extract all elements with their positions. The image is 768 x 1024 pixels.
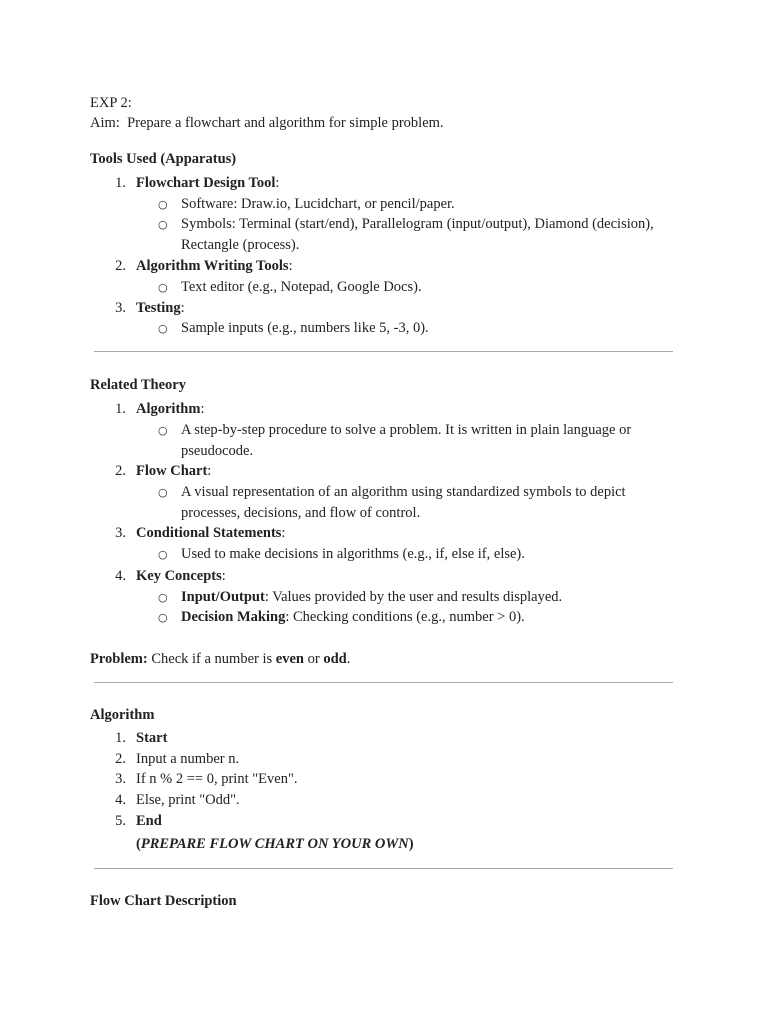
problem-even: even [275, 651, 304, 667]
bullet-icon: ○ [158, 486, 168, 499]
problem-text: . [346, 651, 351, 667]
theory-item-3 [136, 525, 285, 542]
algorithm-heading: Algorithm [90, 707, 155, 723]
theory-item-3-number: 3. [115, 525, 126, 541]
colon: : [180, 300, 185, 316]
bullet-icon: ○ [158, 611, 168, 624]
theory-item-3-title: Conditional Statements [136, 525, 282, 541]
theory-item-4-sub-1 [181, 589, 562, 606]
theory-item-1-sub-1-cont: pseudocode. [181, 443, 254, 459]
colon: : [281, 525, 286, 541]
theory-item-3-sub-1: Used to make decisions in algorithms (e.g., if, else if, else). [181, 546, 525, 562]
algorithm-step-1: Start [136, 730, 168, 746]
theory-item-1-number: 1. [115, 401, 126, 417]
tools-item-3-title: Testing [136, 300, 181, 316]
tools-item-1-title: Flowchart Design Tool [136, 175, 276, 191]
bullet-icon: ○ [158, 424, 168, 437]
algorithm-step-5-number: 5. [115, 813, 126, 829]
tools-item-1-number: 1. [115, 175, 126, 191]
algorithm-step-2: Input a number n. [136, 751, 240, 767]
tools-item-3 [136, 300, 185, 317]
algorithm-step-1-number: 1. [115, 730, 126, 746]
problem-statement [90, 651, 350, 668]
theory-heading: Related Theory [90, 377, 186, 393]
theory-item-2-title: Flow Chart [136, 463, 208, 479]
theory-item-4-title: Key Concepts [136, 568, 222, 584]
colon: : [288, 258, 293, 274]
algorithm-step-4: Else, print "Odd". [136, 792, 240, 808]
aim-line [90, 115, 444, 132]
theory-item-4-sub-2 [181, 609, 525, 626]
theory-item-2-sub-1: A visual representation of an algorithm using standardized symbols to depict [181, 484, 626, 500]
bullet-icon: ○ [158, 548, 168, 561]
aim-label: Aim: [90, 115, 120, 131]
tools-item-2 [136, 258, 293, 275]
tools-item-3-sub-1: Sample inputs (e.g., numbers like 5, -3, 0). [181, 320, 429, 336]
paren: ) [408, 836, 414, 852]
decision-making-text: : Checking conditions (e.g., number > 0). [285, 609, 525, 625]
theory-item-4 [136, 568, 226, 585]
theory-item-1-title: Algorithm [136, 401, 201, 417]
tools-item-2-title: Algorithm Writing Tools [136, 258, 289, 274]
colon: : [275, 175, 280, 191]
theory-item-4-number: 4. [115, 568, 126, 584]
algorithm-step-3-number: 3. [115, 771, 126, 787]
algorithm-step-2-number: 2. [115, 751, 126, 767]
theory-item-1 [136, 401, 204, 418]
colon: : [221, 568, 226, 584]
divider [94, 682, 673, 683]
tools-item-2-sub-1: Text editor (e.g., Notepad, Google Docs). [181, 279, 422, 295]
bullet-icon: ○ [158, 281, 168, 294]
exp-text: EXP 2: [90, 95, 132, 111]
algorithm-step-5: End [136, 813, 162, 829]
problem-text: Check if a number is [147, 651, 276, 667]
flowchart-heading: Flow Chart Description [90, 893, 237, 909]
divider [94, 351, 673, 352]
tools-item-1-sub-1: Software: Draw.io, Lucidchart, or pencil/paper. [181, 196, 455, 212]
colon: : [200, 401, 205, 417]
bullet-icon: ○ [158, 322, 168, 335]
bullet-icon: ○ [158, 218, 168, 231]
tools-item-1 [136, 175, 279, 192]
flowchart-note [136, 836, 414, 853]
aim-text: Prepare a flowchart and algorithm for simple problem. [127, 115, 444, 131]
problem-label: Problem: [90, 651, 148, 667]
tools-item-1-sub-2: Symbols: Terminal (start/end), Parallelogram (input/output), Diamond (decision), [181, 216, 654, 232]
paren: ( [136, 836, 141, 852]
algorithm-step-4-number: 4. [115, 792, 126, 808]
tools-item-3-number: 3. [115, 300, 126, 316]
tools-item-1-sub-2-cont: Rectangle (process). [181, 237, 300, 253]
input-output-term: Input/Output [181, 589, 265, 605]
algorithm-step-3: If n % 2 == 0, print "Even". [136, 771, 298, 787]
exp-label [90, 95, 132, 112]
problem-odd: odd [323, 651, 347, 667]
bullet-icon: ○ [158, 591, 168, 604]
theory-item-2-sub-1-cont: processes, decisions, and flow of control. [181, 505, 421, 521]
theory-item-2 [136, 463, 211, 480]
decision-making-term: Decision Making [181, 609, 286, 625]
theory-item-1-sub-1: A step-by-step procedure to solve a problem. It is written in plain language or [181, 422, 632, 438]
colon: : [207, 463, 212, 479]
divider [94, 868, 673, 869]
input-output-text: : Values provided by the user and results displayed. [264, 589, 563, 605]
tools-heading: Tools Used (Apparatus) [90, 151, 237, 167]
problem-text: or [303, 651, 324, 667]
flowchart-note-text: PREPARE FLOW CHART ON YOUR OWN [140, 836, 409, 852]
theory-item-2-number: 2. [115, 463, 126, 479]
tools-item-2-number: 2. [115, 258, 126, 274]
bullet-icon: ○ [158, 198, 168, 211]
